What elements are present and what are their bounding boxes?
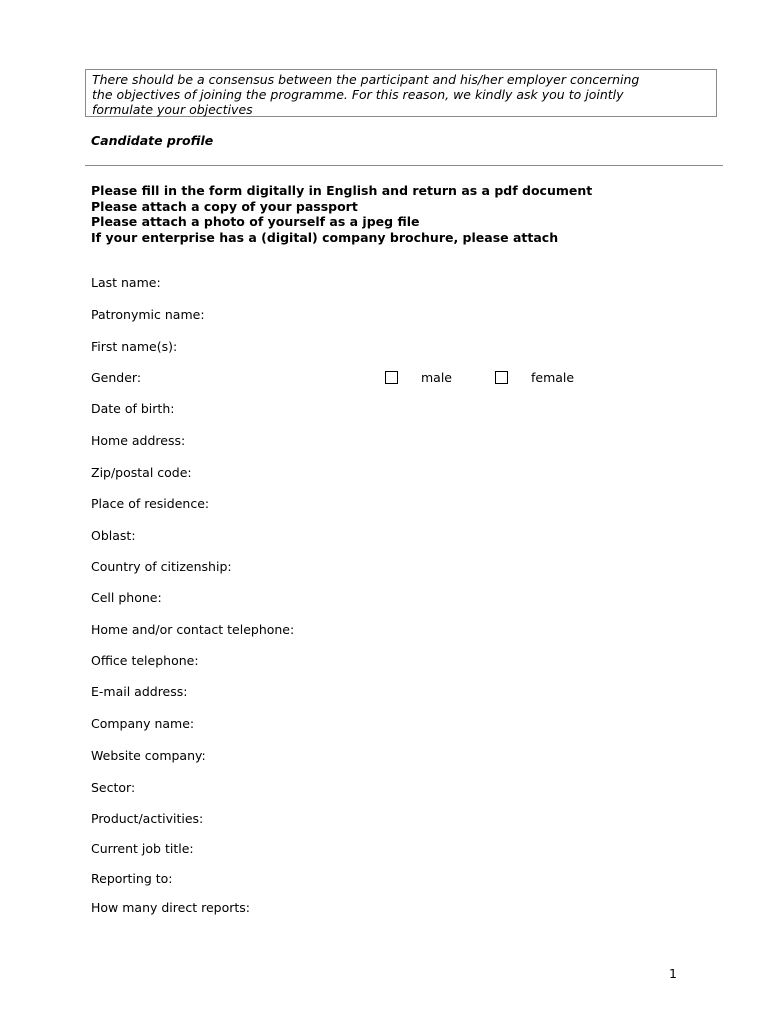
field-label-gender: Gender:	[91, 370, 142, 385]
section-title: Candidate profile	[91, 133, 214, 148]
divider	[85, 165, 723, 166]
gender-male-label: male	[421, 370, 452, 385]
field-label-contact-telephone: Home and/or contact telephone:	[91, 622, 295, 637]
field-label-office-telephone: Office telephone:	[91, 653, 199, 668]
field-label-last-name: Last name:	[91, 275, 161, 290]
field-label-reporting-to: Reporting to:	[91, 871, 173, 886]
field-label-website-company: Website company:	[91, 748, 206, 763]
instruction-line: Please attach a photo of yourself as a jpeg file	[91, 214, 420, 230]
field-label-sector: Sector:	[91, 780, 136, 795]
field-label-patronymic-name: Patronymic name:	[91, 307, 205, 322]
field-label-oblast: Oblast:	[91, 528, 136, 543]
field-label-company-name: Company name:	[91, 716, 195, 731]
field-label-date-of-birth: Date of birth:	[91, 401, 175, 416]
field-label-first-names: First name(s):	[91, 339, 178, 354]
field-label-place-of-residence: Place of residence:	[91, 496, 210, 511]
notice-line: formulate your objectives	[92, 102, 253, 117]
field-label-current-job-title: Current job title:	[91, 841, 194, 856]
instruction-line: If your enterprise has a (digital) company brochure, please attach	[91, 230, 559, 246]
instruction-line: Please fill in the form digitally in English and return as a pdf document	[91, 183, 593, 198]
objectives-notice-box	[85, 69, 717, 117]
field-label-country-of-citizenship: Country of citizenship:	[91, 559, 232, 574]
field-label-email-address: E-mail address:	[91, 684, 188, 699]
field-label-direct-reports: How many direct reports:	[91, 900, 250, 915]
page-number: 1	[669, 966, 677, 981]
gender-female-label: female	[531, 370, 575, 385]
instruction-line: Please attach a copy of your passport	[91, 198, 358, 214]
instructions	[91, 183, 592, 246]
field-label-zip-postal-code: Zip/postal code:	[91, 465, 192, 480]
field-label-home-address: Home address:	[91, 433, 186, 448]
gender-female-checkbox[interactable]	[495, 371, 508, 384]
gender-male-checkbox[interactable]	[385, 371, 398, 384]
notice-line: the objectives of joining the programme. For this reason, we kindly ask you to jointly	[92, 87, 624, 102]
field-label-product-activities: Product/activities:	[91, 811, 204, 826]
field-label-cell-phone: Cell phone:	[91, 590, 162, 605]
notice-line: There should be a consensus between the participant and his/her employer concerning	[92, 72, 640, 87]
